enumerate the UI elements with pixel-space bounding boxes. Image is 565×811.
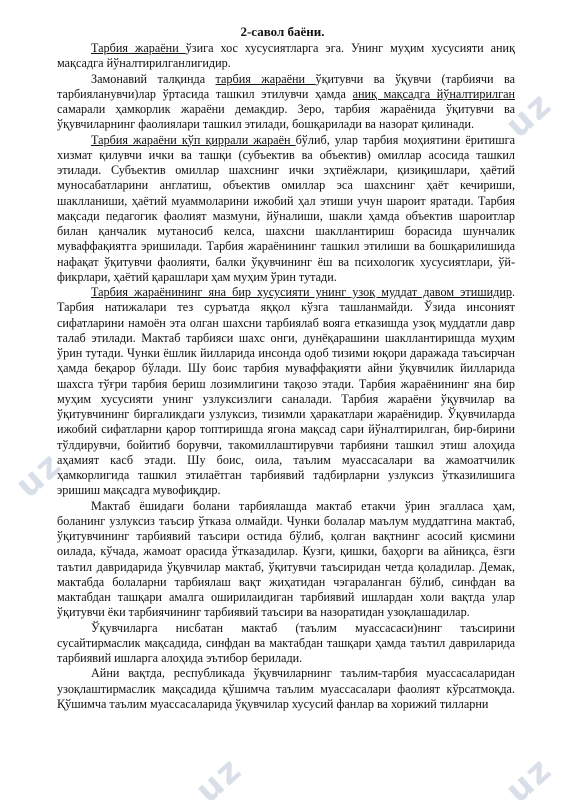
paragraph	[57, 666, 515, 712]
paragraph	[57, 72, 515, 133]
text-run: Мактаб ёшидаги болани тарбиялашда мактаб етакчи ўрин эгаллаcа ҳам, боланинг узлуксиз таъсир ўтказа олмайди. Чунки болалар маълум муддатгина мактаб, ўқитувчининг тарбиявий таъсири остида бўлиб, қолган вақтнинг асосий қисмини оилада, кўчада, жамоат орасида ўтказадилар. Кузги, қишки, баҳорги ва айниқса, ёзги таътил давридарида ўқувчилар мактаб, ўқитувчи таъсиридан четда қоладилар. Демак, мактабда болаларни тарбиялаш вақт жиҳатидан чэгараланган бўлиб, синфдан ва мактабдан ташқари амалга оширилаидиган тарбиявий ишлардан холи вақтда улар ўқитувчи ёки тарбиячининг тарбиявий таъсири ва назоратидан узоқлашадилар.	[57, 498, 515, 620]
text-run: бўлиб, улар тарбия моҳиятини ёритишга хизмат қилувчи ички ва ташқи (субъектив ва объектив) омиллар асосида ташкил этилади. Субъектив омиллар шахснинг ички эҳтиёжлари, қизиқишлари, ҳаётий муносабатларини англатиш, объектив омиллар эса шахснинг ҳаёт кечириши, шаклланиши, ҳаётий муаммоларини ижобий ҳал этиши учун шароит яратади. Тарбия мақсади педагогик фаолият мазмуни, йўналиши, шакли ҳамда объектив шароитлар билан қанчалик мутаносиб келса, шахсни шакллантириш борасида шунчалик муваффақиятга эришилади. Тарбия жараёнининг ташкил этилиши ва бошқарилишида нафақат ўқитувчи фаолияти, балки ўқувчининг ёш ва психологик хусусиятлари, ўй-фикрлари, ҳаётий қарашлари ҳам муҳим ўрин тутади.	[57, 132, 515, 284]
text-run: тарбия жараёни	[215, 71, 316, 86]
text-run: самарали ҳамкорлик жараёни демакдир. Зеро, тарбия жараёнида ўқитувчи ва ўқувчиларнинг фаолиялари ташкил этилади, бошқарилади ва назорат қилинади.	[57, 102, 515, 132]
paragraph	[57, 621, 515, 667]
text-run: Айни вақтда, республикада ўқувчиларнинг таълим-тарбия муассасаларидан узоқлаштирмаслик мақсадида қўшимча таълим муассасалари фаолият кўрсатмоқда. Қўшимча таълим муассасаларида ўқувчилар хусусий фанлар ва хорижий тилларни	[57, 666, 515, 711]
text-run: Тарбия жараёни	[91, 41, 186, 55]
text-run: Замонавий талқинда	[91, 71, 216, 86]
paragraph	[57, 499, 515, 621]
text-run: Тарбия жараёни кўп қиррали жараён	[91, 132, 296, 147]
paragraph	[57, 133, 515, 286]
watermark: uz	[497, 84, 561, 146]
text-run: Ўқувчиларга нисбатан мактаб (таълим муассасаси)нинг таъсирини сусайтирмаслик мақсадида, синфдан ва мактабдан ташқари ҳамда таътил давриларида тарбиявий ишларга алоҳида эътибор берилади.	[57, 620, 515, 665]
text-run: аниқ мақсадга йўналтирилган	[352, 86, 515, 101]
document-body	[57, 41, 515, 712]
text-run: ўзига хос хусусиятларга эга. Унинг муҳим хусусияти аниқ мақсадга йўналтирилганлигидир.	[57, 41, 515, 71]
paragraph	[57, 41, 515, 72]
text-run: ўқитувчи ва ўқувчи (тарбиячи ва тарбияланувчи)лар ўртасида ташкил этилувчи ҳамда	[57, 71, 515, 101]
watermark: uz	[7, 444, 71, 506]
text-run: Тарбия жараёнининг яна бир хусусияти унинг узоқ муддат давом этишидир	[91, 285, 512, 299]
watermark: uz	[497, 749, 561, 811]
paragraph	[57, 285, 515, 499]
page-title: 2-савол баёни.	[240, 24, 325, 39]
watermark: uz	[187, 749, 251, 811]
text-run: . Тарбия натижалари тез суръатда яққол кўзга ташланмайди. Ўзида инсоният сифатларини намоён эта олган шахсни тарбиялаб вояга етказишда узоқ муддатли давр талаб этилади. Мактаб тарбияси шахс онги, дунёқарашини шакллантиришда муҳим ўрин тутади. Чунки ёшлик йилларида инсонда одоб тизими юқори даражада таъсирчан ҳамда беқарор бўлади. Шу боис тарбия муваффақияти айни ўқувчилик йилларида шахсга тўғри тарбия бериш лозимлигини тақозо этади. Тарбия жараёнининг яна бир муҳим хусусияти унинг узлуксизлиги саналади. Тарбия жараёни ўқувчилар ва ўқитувчининг биргаликдаги узлуксиз, тизимли ҳаракатлари жараёнидир. Ўқувчиларда ижобий сифатларни қарор топтиришда ягона мақсад сари йўналтирилган, бир-бирини тўлдирувчи, бойитиб борувчи, такомиллаштирувчи тарбияни ташкил этиш алоҳида аҳамият касб этади. Шу боис, оила, таълим муассасалари ва жамоатчилик ҳамкорлигида ташкил этилаётган тарбиявий тадбирларни узлуксиз ўтказилишига эришиш мақсадга мувофиқдир.	[57, 285, 515, 498]
